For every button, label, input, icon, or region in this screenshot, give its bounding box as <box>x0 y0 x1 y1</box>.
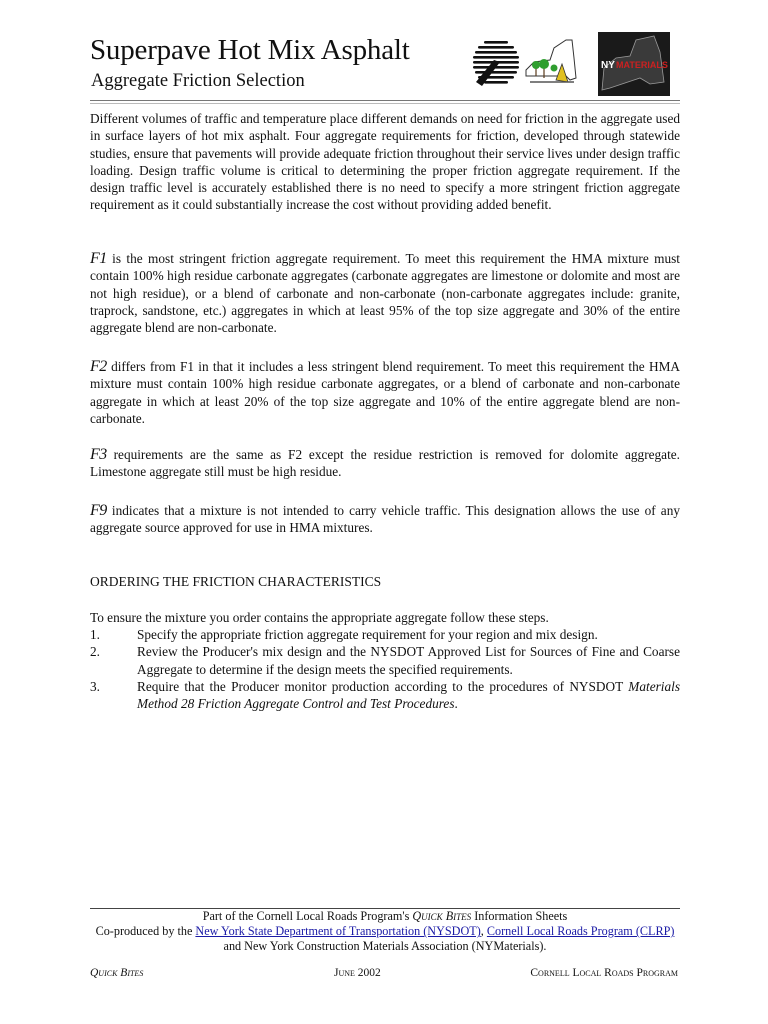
list-item <box>90 626 680 643</box>
intro-paragraph: Different volumes of traffic and temperature place different demands on need for friction in the aggregate used in surface layers of hot mix asphalt. Four aggregate requirements for friction, developed through statewide studies, ensure that pavements will provide adequate friction throughout their service lives under design traffic loading. Design traffic volume is critical to determining the proper friction aggregate requirement. If the design traffic level is accurately established there is no need to specify a more stringent friction aggregate requirement as it could substantially increase the cost without providing added benefit. <box>90 111 680 213</box>
requirement-f9 <box>90 502 680 537</box>
requirement-text: differs from F1 in that it includes a less stringent blend requirement. To meet this requirement the HMA mixture must contain 100% high residue carbonate aggregates, or a blend of carbonate and non-carbonate aggregate in which at least 20% of the top size aggregate and 10% of the entire aggregate blend are non-carbonate. <box>90 359 680 426</box>
footer-text: Co-produced by the <box>95 924 196 939</box>
step-number: 3. <box>90 678 100 694</box>
svg-text:NY: NY <box>601 60 615 71</box>
clrp-link[interactable]: Cornell Local Roads Program (CLRP) <box>486 924 675 939</box>
header-rule <box>90 100 680 101</box>
step-number: 2. <box>90 644 100 660</box>
header-rule-secondary <box>90 103 680 104</box>
quick-bites-label: Quick Bites <box>412 909 472 923</box>
footer-line-1 <box>90 909 680 924</box>
requirement-text: indicates that a mixture is not intended to carry vehicle traffic. This designation allows the use of any aggregate source approved for use in HMA mixtures. <box>90 503 680 536</box>
step-text: Require that the Producer monitor production according to the procedures of NYSDOT <box>137 678 629 694</box>
list-item <box>90 643 680 678</box>
steps-list <box>90 626 680 712</box>
step-text: Specify the appropriate friction aggregate requirement for your region and mix design. <box>137 627 598 642</box>
requirement-code: F9 <box>90 502 107 519</box>
requirement-code: F2 <box>90 358 107 375</box>
requirement-text: is the most stringent friction aggregate requirement. To meet this requirement the HMA mixture must contain 100% high residue carbonate aggregates (carbonate aggregates are limestone or dolomite and most are not high residue), or a blend of carbonate and non-carbonate (non-carbonate aggregates include: granite, traprock, sandstone, etc.) aggregates in which at least 95% of the top size aggregate and 30% of the entire aggregate blend are non-carbonate. <box>90 251 680 336</box>
footer-date: June 2002 <box>334 967 381 979</box>
page-title: Superpave Hot Mix Asphalt <box>90 34 410 66</box>
step-text-tail: . <box>454 696 458 712</box>
footer-right-label: Cornell Local Roads Program <box>530 967 678 979</box>
clrp-logo <box>526 40 576 82</box>
footer-text: Part of the Cornell Local Roads Program's <box>202 909 413 923</box>
step-text: Review the Producer's mix design and the NYSDOT Approved List for Sources of Fine and Coarse Aggregate to determine if the design meets the specified requirements. <box>137 644 680 677</box>
nysdot-link[interactable]: New York State Department of Transportation (NYSDOT) <box>195 924 481 939</box>
steps-intro: To ensure the mixture you order contains the appropriate aggregate follow these steps. <box>90 610 549 625</box>
footer-line-2 <box>90 924 680 939</box>
page-subtitle: Aggregate Friction Selection <box>91 71 305 91</box>
nysdot-logo <box>473 41 519 87</box>
svg-text:MATERIALS: MATERIALS <box>616 60 668 70</box>
nymaterials-logo <box>598 32 670 96</box>
requirement-f1 <box>90 250 680 336</box>
footer-credits <box>90 909 680 955</box>
requirement-f3 <box>90 446 680 481</box>
requirement-f2 <box>90 358 680 427</box>
header-logos <box>470 32 676 96</box>
requirement-code: F3 <box>90 446 107 463</box>
footer-left-label: Quick Bites <box>90 967 144 979</box>
section-heading: ORDERING THE FRICTION CHARACTERISTICS <box>90 574 382 589</box>
list-item <box>90 678 680 713</box>
step-text-italic: Materials Method 28 Friction Aggregate Control and Test Procedures <box>137 678 680 712</box>
footer-line-3: and New York Construction Materials Association (NYMaterials). <box>223 939 547 954</box>
requirement-code: F1 <box>90 250 107 267</box>
footer-text: Information Sheets <box>471 909 568 923</box>
footer-separator: , <box>480 924 487 939</box>
requirement-text: requirements are the same as F2 except the residue restriction is removed for dolomite aggregate. Limestone aggregate still must be high residue. <box>90 447 680 480</box>
step-number: 1. <box>90 627 100 642</box>
